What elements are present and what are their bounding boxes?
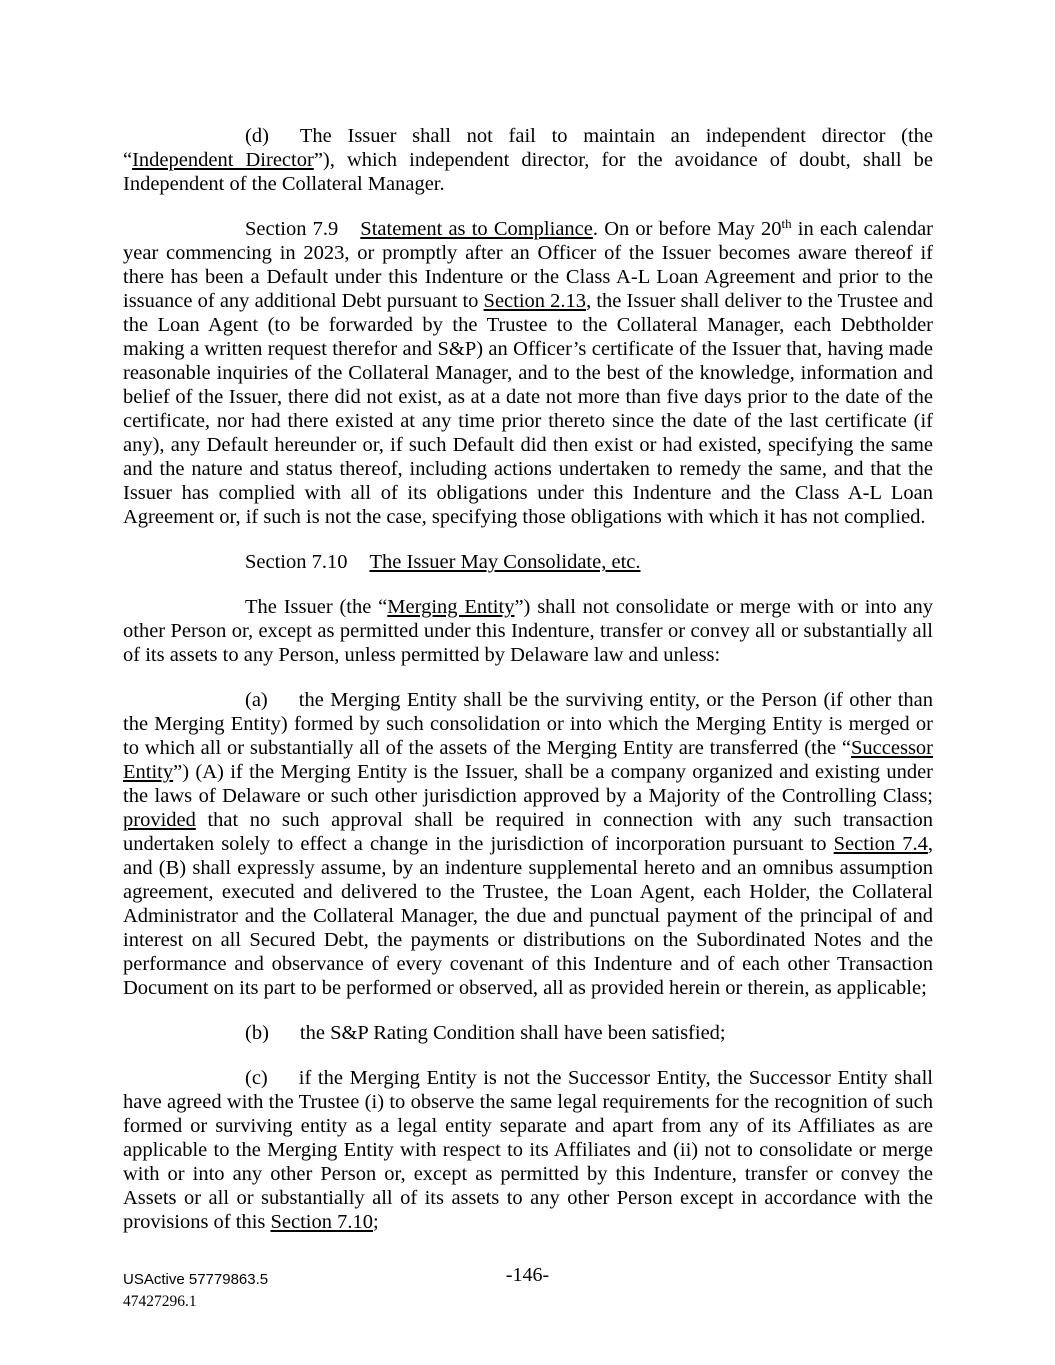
footer-doc-ids [123,1269,268,1313]
text-run: The Issuer (the “ [245,596,388,618]
text-run: Section 7.10 [245,551,348,573]
text-run: the S&P Rating Condition shall have been satisfied; [299,1022,726,1044]
text-run: , the Issuer shall deliver to the Trustee and the Loan Agent (to be forwarded by the Trustee to the Collateral Manager, each Debtholder making a written request therefor and S&P) an Officer’s certificate of the Issuer that, having made reasonable inquiries of the Collateral Manager, and to the best of the knowledge, information and belief of the Issuer, there did not exist, as at a date not more than five days prior to the date of the certificate, nor had there existed at any time prior thereto since the date of the last certificate (if any), any Default hereunder or, if such Default did then exist or had existed, specifying the same and the nature and status thereof, including actions undertaken to remedy the same, and that the Issuer has complied with all of its obligations under this Indenture and the Class A-L Loan Agreement or, if such is not the case, specifying those obligations with which it has not complied. [123,290,933,528]
underlined-term: Section 7.10 [270,1211,373,1233]
footer-doc-number: 47427296.1 [123,1293,197,1310]
paragraph-b [123,1021,933,1045]
text-run: . On or before May 20 [592,218,782,240]
text-run: ”) shall not consolidate or merge with or into any other Person or, except as permitted under this Indenture, transfer or convey all or substantially all of its assets to any Person, unless permitted by Delaware law and unless: [123,596,934,666]
text-run: (b) [245,1022,269,1044]
underlined-term: Section 2.13 [483,290,587,312]
underlined-term: Merging Entity [387,596,515,618]
text-run: ”), which independent director, for the avoidance of doubt, shall be Independent of the Collateral Manager. [123,149,933,195]
text-run: the Merging Entity shall be the surviving entity, or the Person (if other than the Merging Entity) formed by such consolidation or into which the Merging Entity is merged or to which all or substantially all of the assets of the Merging Entity are transferred (the “ [123,689,933,759]
section-7-9 [123,217,933,529]
underlined-term: Statement as to Compliance [360,218,593,240]
superscript-text: th [781,216,792,231]
document-body [123,124,933,1234]
text-run: ”) (A) if the Merging Entity is the Issuer, shall be a company organized and existing under the laws of Delaware or such other jurisdiction approved by a Majority of the Controlling Class; [123,761,933,807]
text-run: (c) [245,1067,268,1089]
paragraph-a [123,688,933,1000]
underlined-term: Independent Director [132,149,314,171]
text-run: in each calendar year commencing in 2023, or promptly after an Officer of the Issuer becomes aware thereof if there has been a Default under this Indenture or the Class A-L Loan Agreement and prior to the issuance of any additional Debt pursuant to [123,218,934,312]
text-run: ; [373,1211,379,1233]
text-run: (a) [245,689,268,711]
text-run: The Issuer shall not fail to maintain an independent director (the “ [123,125,933,171]
text-run: (d) [245,125,269,147]
underlined-term: Successor Entity [123,737,933,783]
text-run: that no such approval shall be required in connection with any such transaction undertaken solely to effect a change in the jurisdiction of incorporation pursuant to [123,809,933,855]
paragraph-d [123,124,933,196]
text-run: Section 7.9 [245,218,339,240]
underlined-term: provided [123,809,196,831]
underlined-term: Section 7.4 [833,833,928,855]
page-number: -146- [505,1264,550,1286]
text-run: if the Merging Entity is not the Successor Entity, the Successor Entity shall have agreed with the Trustee (i) to observe the same legal requirements for the recognition of such formed or surviving entity as a legal entity separate and apart from any of its Affiliates as are applicable to the Merging Entity with respect to its Affiliates and (ii) not to consolidate or merge with or into any other Person or, except as permitted by this Indenture, transfer or convey the Assets or all or substantially all of its assets to any other Person except in accordance with the provisions of this [123,1067,933,1233]
footer-usactive-id: USActive 57779863.5 [123,1271,269,1288]
section-7-10-heading [123,550,933,574]
text-run: , and (B) shall expressly assume, by an indenture supplemental hereto and an omnibus assumption agreement, executed and delivered to the Trustee, the Loan Agent, each Holder, the Collateral Administrator and the Collateral Manager, the due and punctual payment of the principal of and interest on all Secured Debt, the payments or distributions on the Subordinated Notes and the performance and observance of every covenant of this Indenture and of each other Transaction Document on its part to be performed or observed, all as provided herein or therein, as applicable; [123,833,933,999]
underlined-term: The Issuer May Consolidate, etc. [369,551,641,573]
paragraph-c [123,1066,933,1234]
paragraph-merging-entity [123,595,933,667]
